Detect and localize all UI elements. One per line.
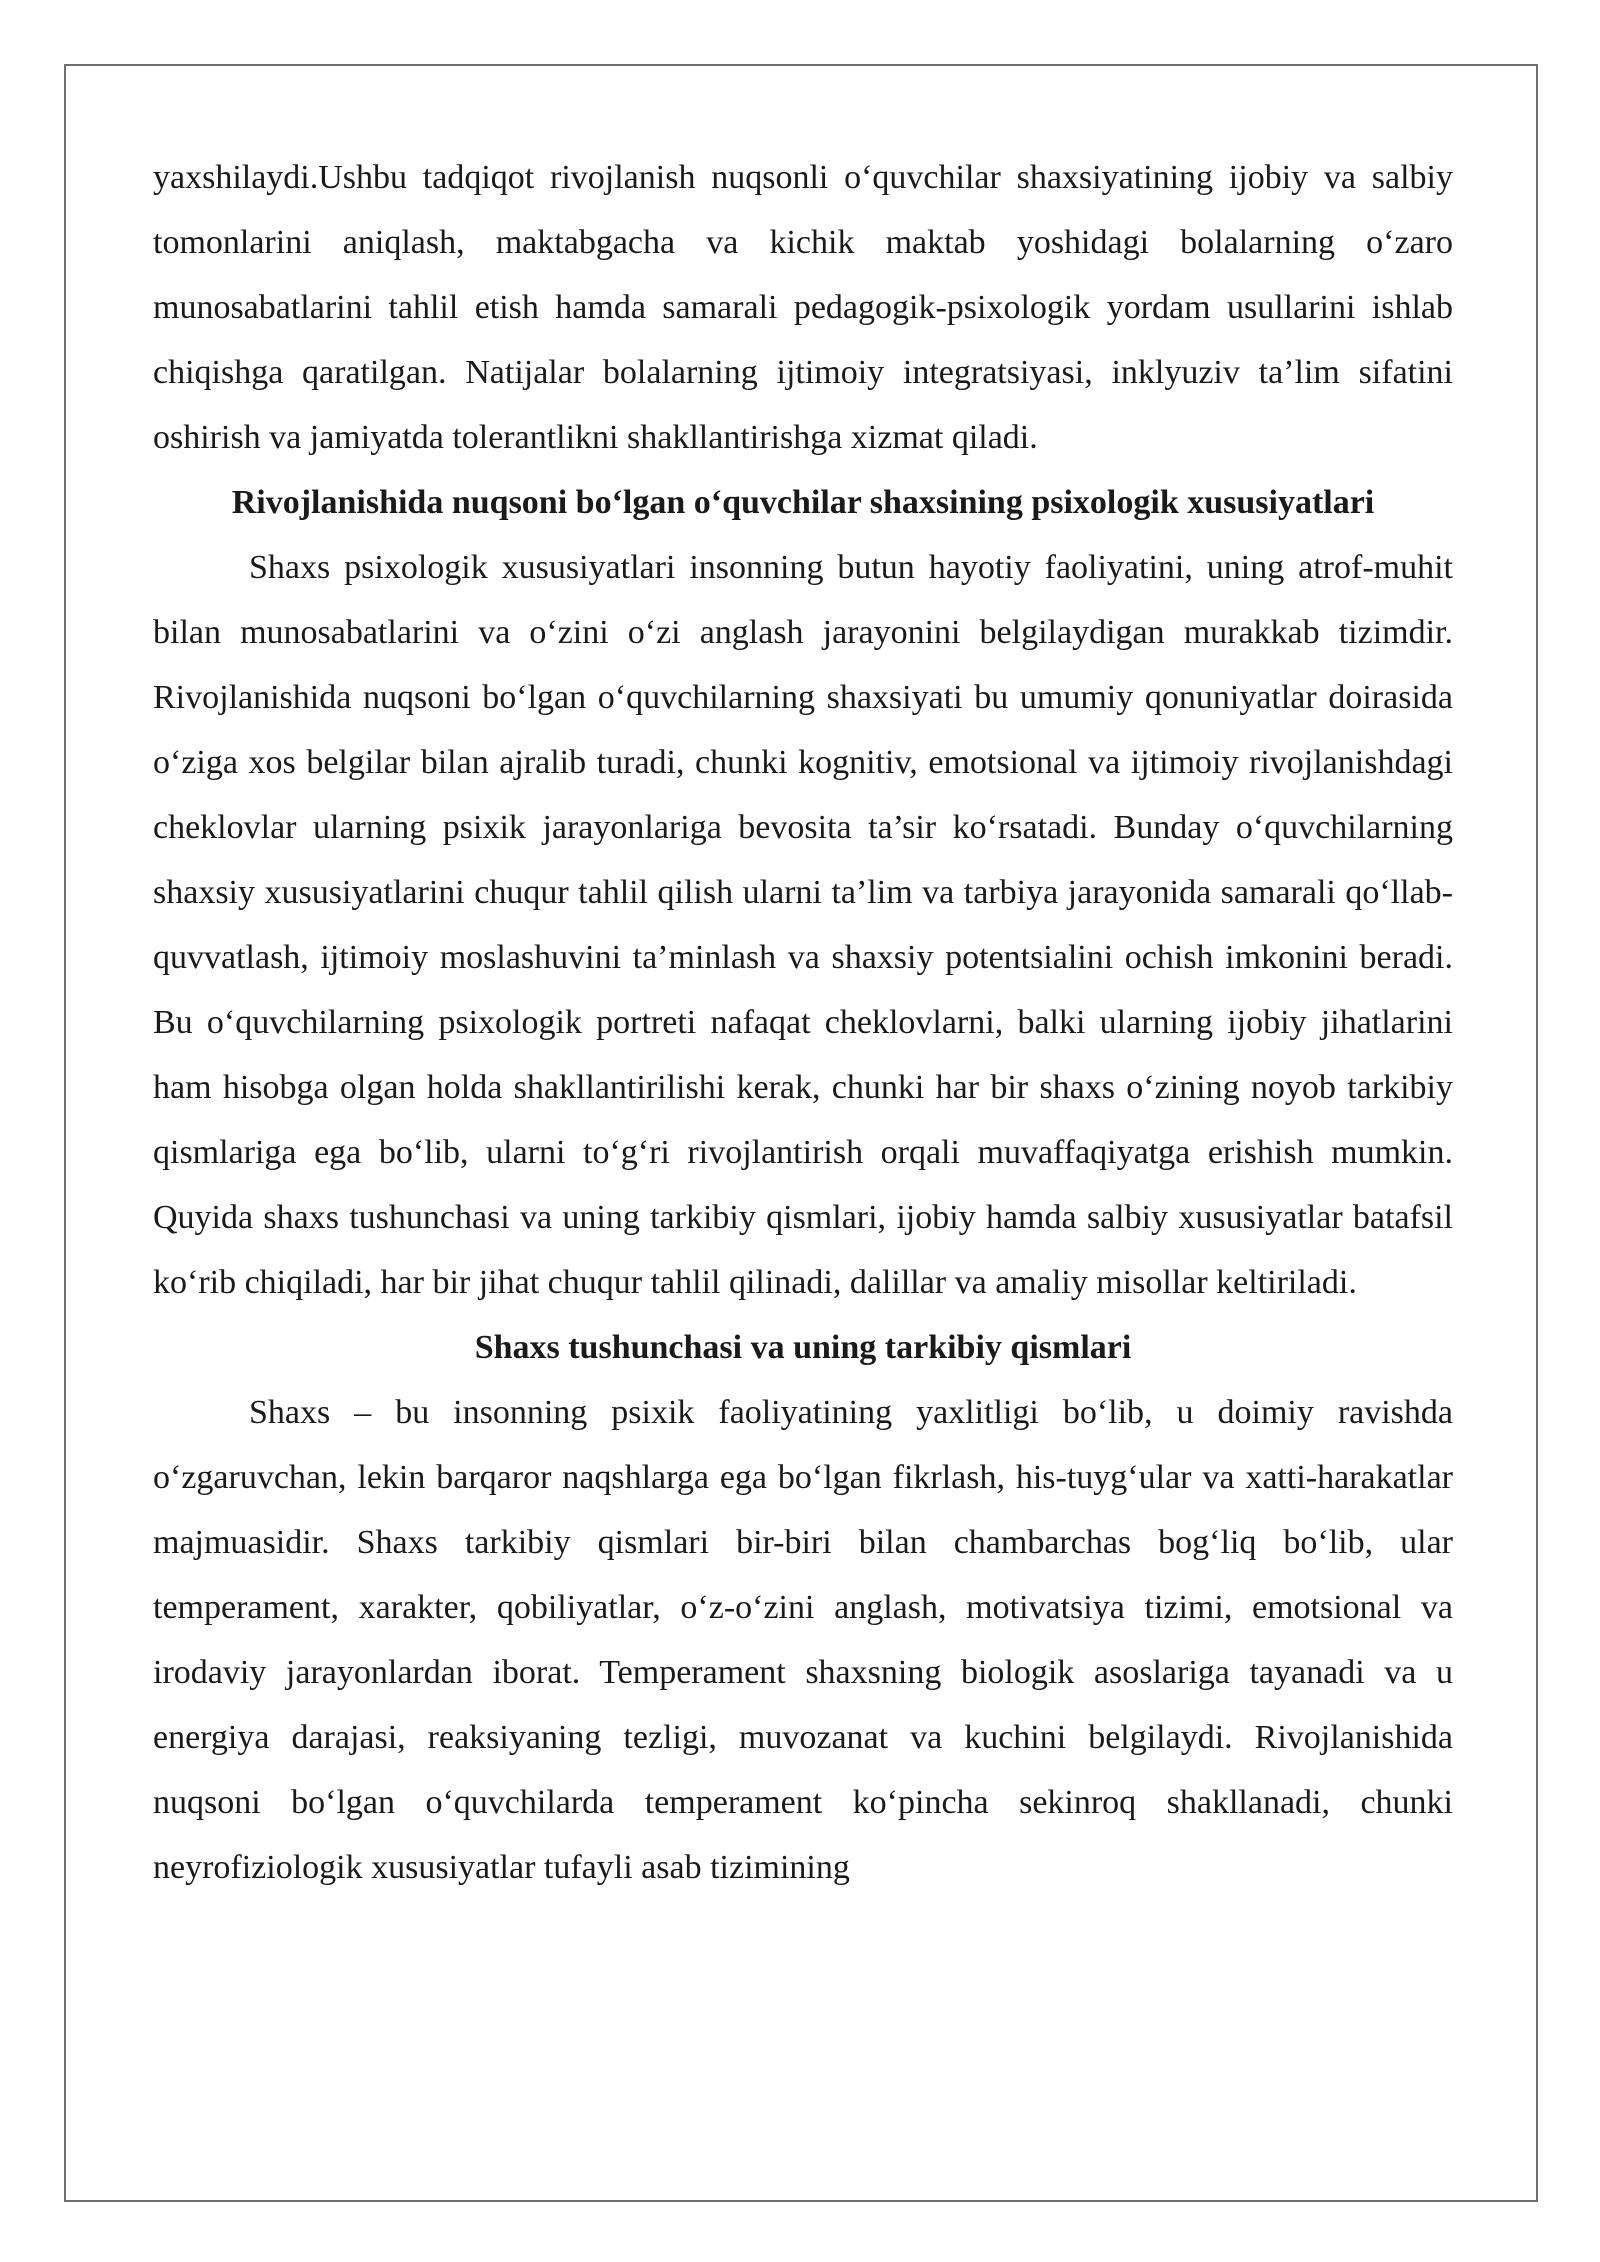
document-body: [153, 145, 1453, 1900]
paragraph-personality-concept: Shaxs – bu insonning psixik faoliyatining yaxlitligi bo‘lib, u doimiy ravishda o‘zgaruvchan, lekin barqaror naqshlarga ega bo‘lgan fikrlash, his-tuyg‘ular va xatti-harakatlar majmuasidir. Shaxs tarkibiy qismlari bir-biri bilan chambarchas bog‘liq bo‘lib, ular temperament, xarakter, qobiliyatlar, o‘z-o‘zini anglash, motivatsiya tizimi, emotsional va irodaviy jarayonlardan iborat. Temperament shaxsning biologik asoslariga tayanadi va u energiya darajasi, reaksiyaning tezligi, muvozanat va kuchini belgilaydi. Rivojlanishida nuqsoni bo‘lgan o‘quvchilarda temperament ko‘pincha sekinroq shakllanadi, chunki neyrofiziologik xususiyatlar tufayli asab tizimining: [153, 1394, 1453, 1886]
section-heading-psychological-features: Rivojlanishida nuqsoni bo‘lgan o‘quvchilar shaxsining psixologik xususiyatlari: [231, 484, 1375, 521]
section-heading-personality-concept: Shaxs tushunchasi va uning tarkibiy qismlari: [474, 1329, 1132, 1366]
paragraph-intro-continuation: yaxshilaydi.Ushbu tadqiqot rivojlanish nuqsonli o‘quvchilar shaxsiyatining ijobiy va salbiy tomonlarini aniqlash, maktabgacha va kichik maktab yoshidagi bolalarning o‘zaro munosabatlarini tahlil etish hamda samarali pedagogik-psixologik yordam usullarini ishlab chiqishga qaratilgan. Natijalar bolalarning ijtimoiy integratsiyasi, inklyuziv ta’lim sifatini oshirish va jamiyatda tolerantlikni shakllantirishga xizmat qiladi.: [153, 159, 1453, 456]
paragraph-psychological-features: Shaxs psixologik xususiyatlari insonning butun hayotiy faoliyatini, uning atrof-muhit bilan munosabatlarini va o‘zini o‘zi anglash jarayonini belgilaydigan murakkab tizimdir. Rivojlanishida nuqsoni bo‘lgan o‘quvchilarning shaxsiyati bu umumiy qonuniyatlar doirasida o‘ziga xos belgilar bilan ajralib turadi, chunki kognitiv, emotsional va ijtimoiy rivojlanishdagi cheklovlar ularning psixik jarayonlariga bevosita ta’sir ko‘rsatadi. Bunday o‘quvchilarning shaxsiy xususiyatlarini chuqur tahlil qilish ularni ta’lim va tarbiya jarayonida samarali qo‘llab-quvvatlash, ijtimoiy moslashuvini ta’minlash va shaxsiy potentsialini ochish imkonini beradi. Bu o‘quvchilarning psixologik portreti nafaqat cheklovlarni, balki ularning ijobiy jihatlarini ham hisobga olgan holda shakllantirilishi kerak, chunki har bir shaxs o‘zining noyob tarkibiy qismlariga ega bo‘lib, ularni to‘g‘ri rivojlantirish orqali muvaffaqiyatga erishish mumkin. Quyida shaxs tushunchasi va uning tarkibiy qismlari, ijobiy hamda salbiy xususiyatlar batafsil ko‘rib chiqiladi, har bir jihat chuqur tahlil qilinadi, dalillar va amaliy misollar keltiriladi.: [153, 549, 1453, 1301]
